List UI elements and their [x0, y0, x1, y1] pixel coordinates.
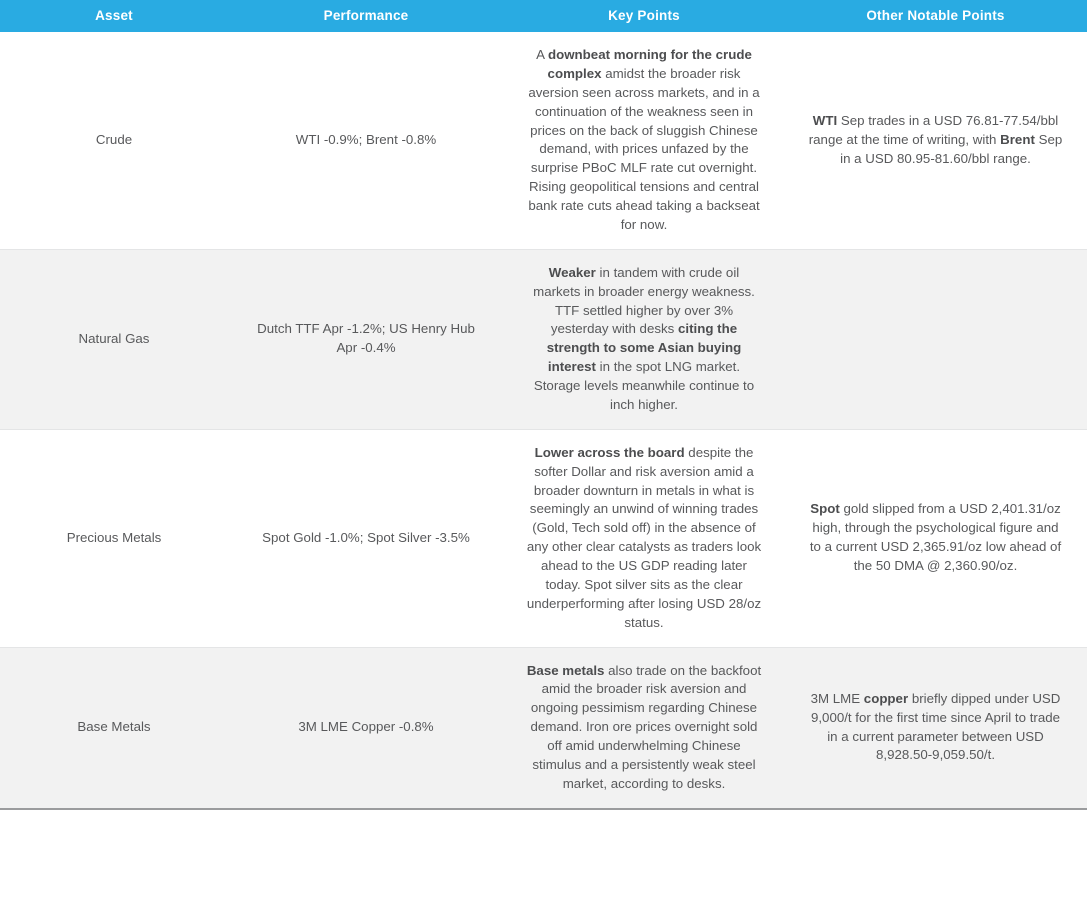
table-row [0, 647, 1087, 809]
cell-performance: Spot Gold -1.0%; Spot Silver -3.5% [228, 429, 504, 647]
cell-asset: Precious Metals [0, 429, 228, 647]
cell-other-notable-points: 3M LME copper briefly dipped under USD 9,000/t for the first time since April to trade in a current parameter between USD 8,928.50-9,059.50/t. [784, 647, 1087, 809]
cell-other-notable-points: WTI Sep trades in a USD 76.81-77.54/bbl range at the time of writing, with Brent Sep in a USD 80.95-81.60/bbl range. [784, 32, 1087, 249]
cell-performance: WTI -0.9%; Brent -0.8% [228, 32, 504, 249]
column-header-performance: Performance [228, 0, 504, 32]
cell-performance: Dutch TTF Apr -1.2%; US Henry Hub Apr -0.4% [228, 249, 504, 429]
cell-performance: 3M LME Copper -0.8% [228, 647, 504, 809]
cell-key-points: Weaker in tandem with crude oil markets in broader energy weakness. TTF settled higher by over 3% yesterday with desks citing the strength to some Asian buying interest in the spot LNG market. Storage levels meanwhile continue to inch higher. [504, 249, 784, 429]
table-header-row [0, 0, 1087, 32]
table-header [0, 0, 1087, 32]
table-row [0, 249, 1087, 429]
cell-other-notable-points: Spot gold slipped from a USD 2,401.31/oz high, through the psychological figure and to a current USD 2,365.91/oz low ahead of the 50 DMA @ 2,360.90/oz. [784, 429, 1087, 647]
table-body [0, 32, 1087, 809]
table-row [0, 429, 1087, 647]
cell-other-notable-points [784, 249, 1087, 429]
cell-asset: Natural Gas [0, 249, 228, 429]
table-row [0, 32, 1087, 249]
cell-key-points: Lower across the board despite the softer Dollar and risk aversion amid a broader downturn in metals in what is seemingly an unwind of winning trades (Gold, Tech sold off) in the absence of any other clear catalysts as traders look ahead to the US GDP reading later today. Spot silver sits as the clear underperforming after losing USD 28/oz status. [504, 429, 784, 647]
cell-key-points: Base metals also trade on the backfoot amid the broader risk aversion and ongoing pessimism regarding Chinese demand. Iron ore prices overnight sold off amid underwhelming Chinese stimulus and a persistently weak steel market, according to desks. [504, 647, 784, 809]
cell-asset: Crude [0, 32, 228, 249]
column-header-asset: Asset [0, 0, 228, 32]
cell-asset: Base Metals [0, 647, 228, 809]
column-header-key-points: Key Points [504, 0, 784, 32]
cell-key-points: A downbeat morning for the crude complex amidst the broader risk aversion seen across markets, and in a continuation of the weakness seen in prices on the back of sluggish Chinese demand, with prices unfazed by the surprise PBoC MLF rate cut overnight. Rising geopolitical tensions and central bank rate cuts ahead taking a backseat for now. [504, 32, 784, 249]
column-header-other-notable-points: Other Notable Points [784, 0, 1087, 32]
